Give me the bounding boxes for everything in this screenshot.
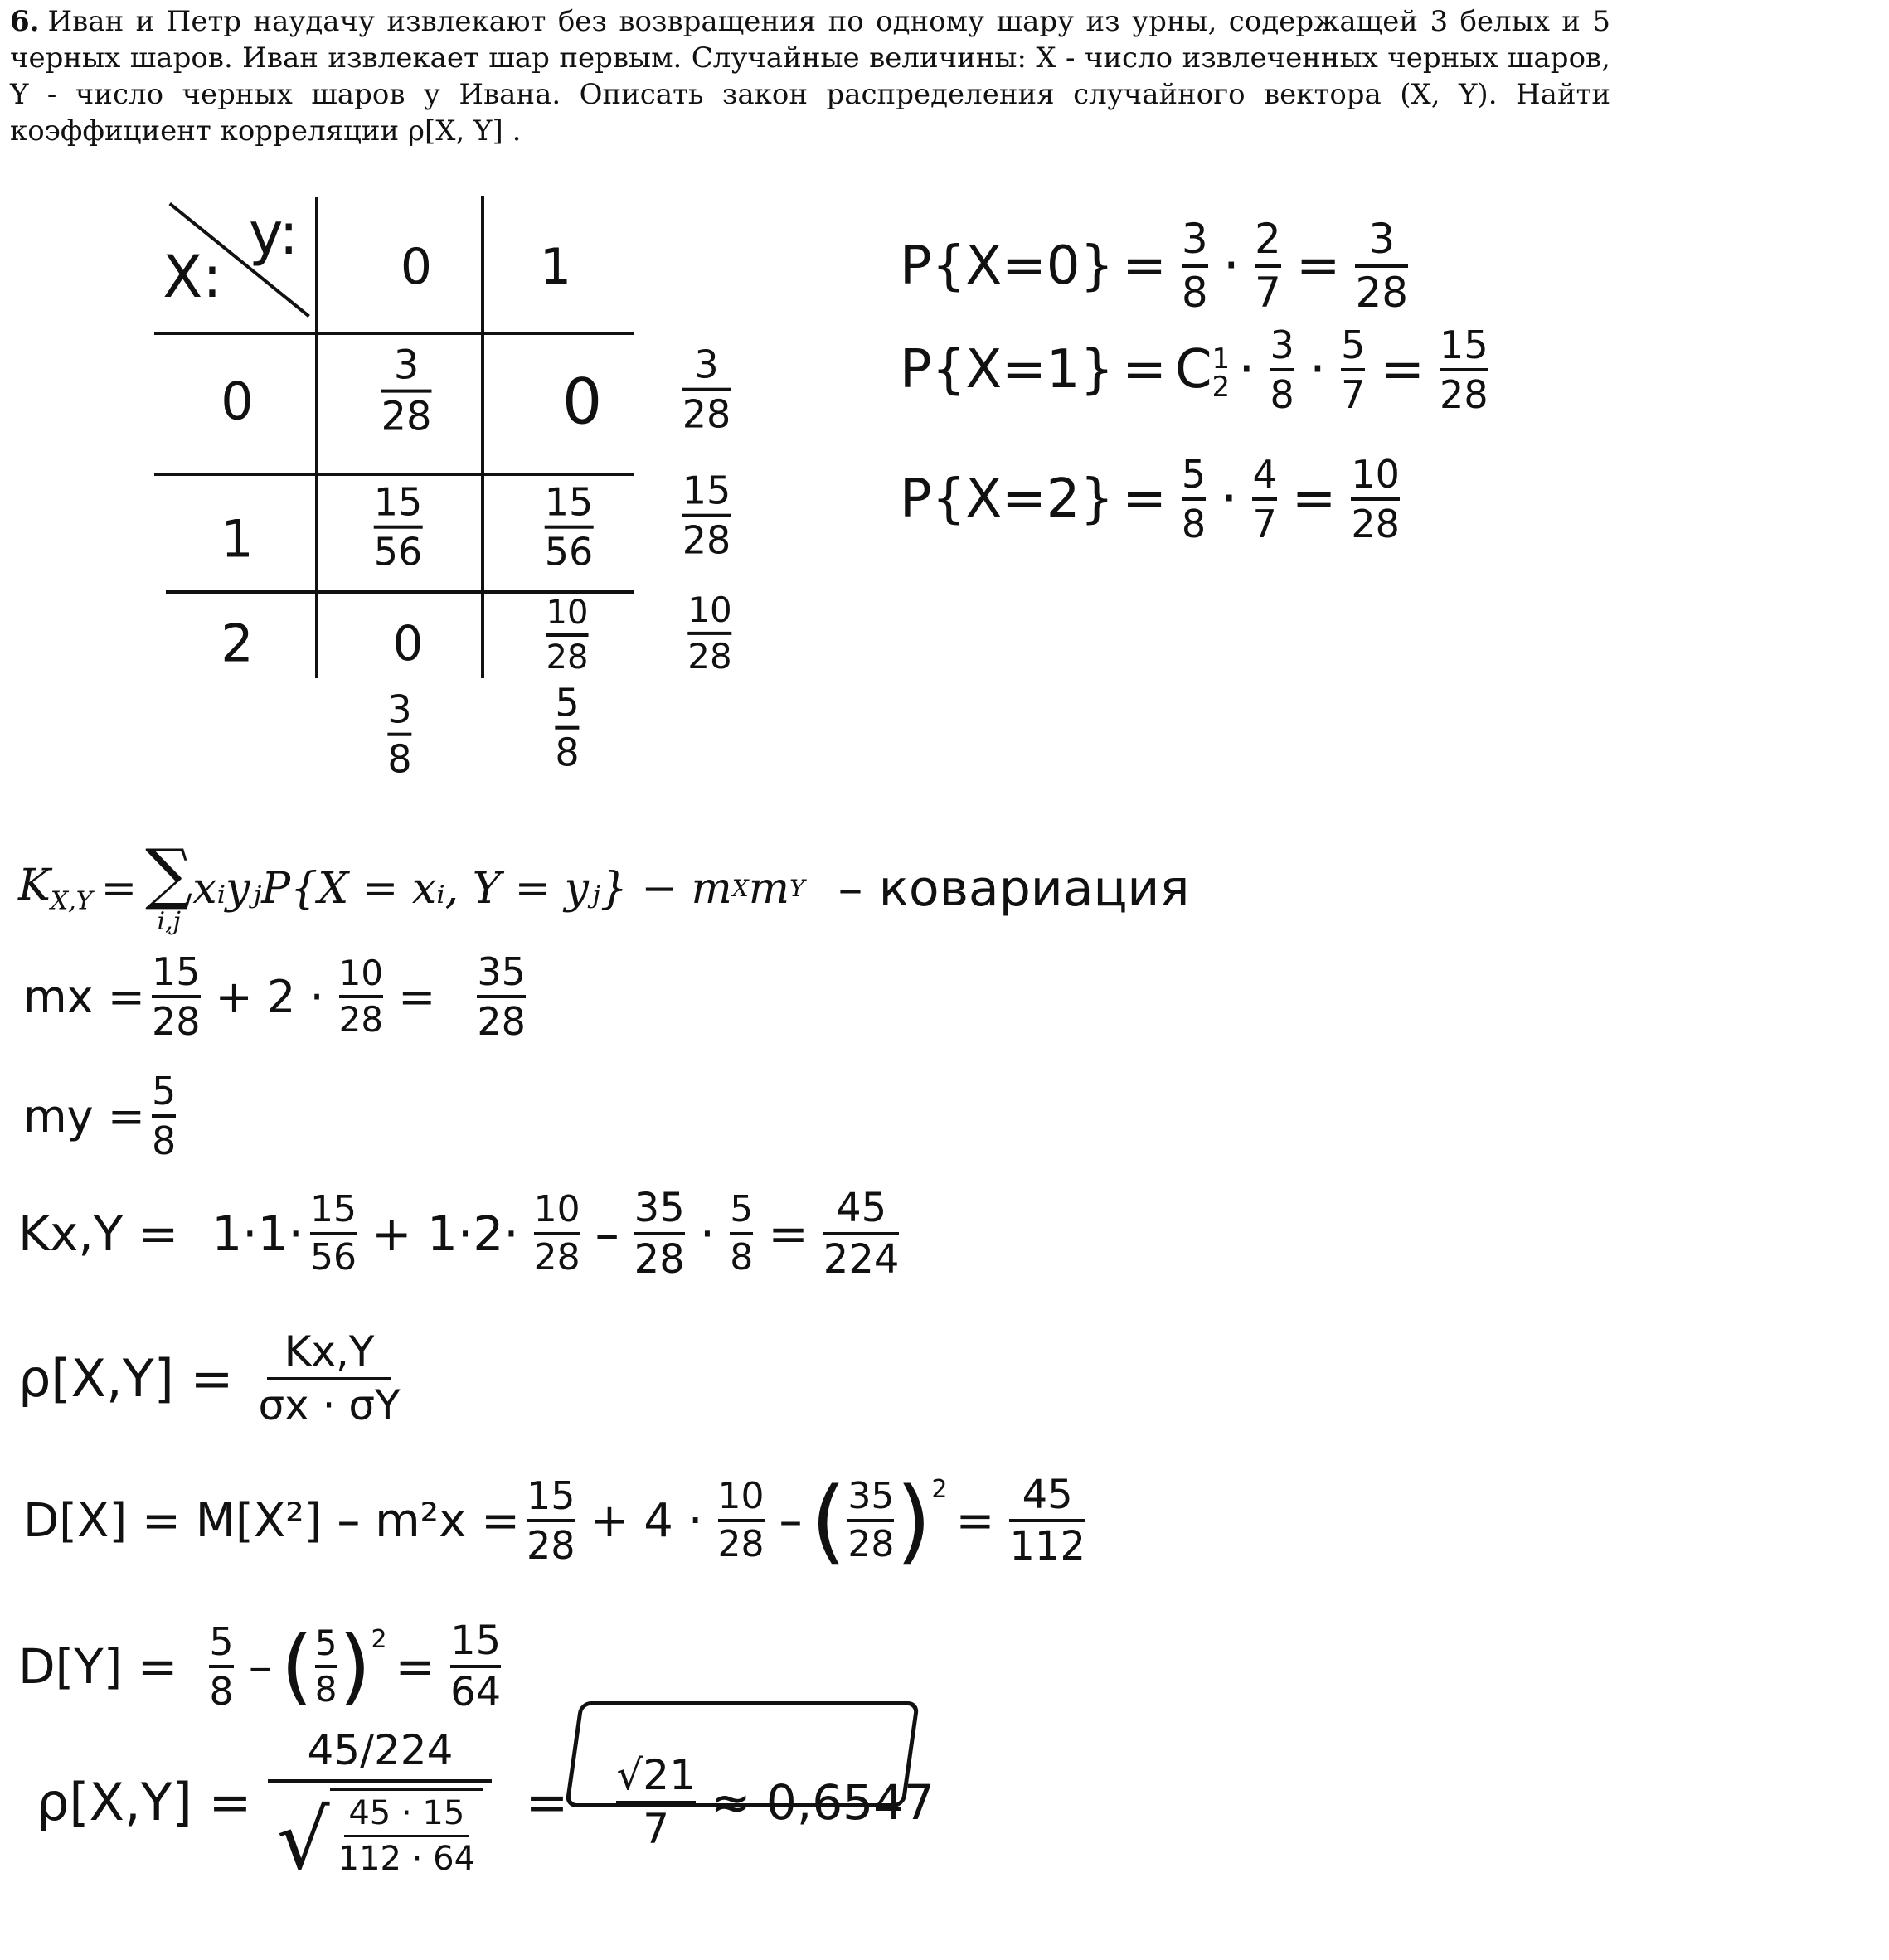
kxy-frac-4: $\frac{5}{8}$ <box>730 1188 754 1279</box>
dy-frac-1: $\frac{5}{8}$ <box>209 1619 234 1715</box>
table-hline-1 <box>154 332 634 335</box>
row-marginal-2: 10 28 <box>687 589 732 677</box>
dy-paren-group: ( $\frac{5}{8}$ ) $^2$ <box>280 1618 387 1715</box>
covariance-label: – ковариация <box>838 859 1190 918</box>
kxy-frac-1: $\frac{15}{56}$ <box>309 1188 357 1279</box>
dy-equation: D[Y] = $\frac{5}{8}$ – ( $\frac{5}{8}$ ) $^2$ = $\frac{15}{64}$ <box>18 1618 502 1716</box>
distribution-table <box>0 0 829 796</box>
row-marginal-0: 3 28 <box>682 342 731 437</box>
my-result: $\frac{5}{8}$ <box>151 1069 177 1164</box>
row-label-1: 1 <box>221 508 254 570</box>
row-label-2: 2 <box>221 613 254 674</box>
dx-frac-3: $\frac{35}{28}$ <box>847 1475 895 1566</box>
p0-frac-1: $\frac{3}{8}$ <box>1181 215 1208 317</box>
my-equation: my = $\frac{5}{8}$ <box>23 1069 177 1164</box>
dx-equation: D[X] = M[X²] – m²x = $\frac{15}{28}$ + 4 · $\frac{10}{28}$ – ( $\frac{35}{28}$ ) $^2$ = $\frac{45}{112}$ <box>23 1468 1085 1574</box>
mx-frac-2: $\frac{10}{28}$ <box>338 953 384 1041</box>
cell-0-1: 0 <box>561 364 603 439</box>
table-vline-2 <box>481 196 484 678</box>
prob-x2: P{X=2} = $\frac{5}{8}$ · $\frac{4}{7}$ = $\frac{10}{28}$ <box>900 452 1400 547</box>
rho-final-frac: 45/224 √ 45 · 15 112 · 64 <box>268 1726 492 1878</box>
rho-def-frac: $\frac{Kx,Y}{\sigma x \cdot \sigma Y}$ <box>258 1327 401 1429</box>
answer: $\frac{√21}{7}$ ≈ 0,6547 <box>616 1751 935 1853</box>
answer-box <box>565 1701 920 1807</box>
p1-frac-2: $\frac{5}{7}$ <box>1341 323 1366 418</box>
row-label-0: 0 <box>221 371 254 432</box>
dx-frac-1: $\frac{15}{28}$ <box>527 1473 575 1569</box>
cell-2-1: 10 28 <box>546 594 589 677</box>
col-marginal-0: 3 8 <box>387 686 412 782</box>
row-marginal-1: 15 28 <box>682 468 731 563</box>
sum-sign: ∑ i,j <box>145 835 193 936</box>
col-header-0: 0 <box>400 238 433 296</box>
dx-frac-2: $\frac{10}{28}$ <box>717 1475 765 1566</box>
p1-frac-1: $\frac{3}{8}$ <box>1270 323 1294 418</box>
problem-number: 6. <box>10 5 40 38</box>
cell-1-1: 15 56 <box>544 479 594 575</box>
dy-frac-2: $\frac{5}{8}$ <box>314 1623 337 1710</box>
kxy-equation: Kx,Y = 1·1· $\frac{15}{56}$ + 1·2· $\frac{10}{28}$ – $\frac{35}{28}$ · $\frac{5}{8}$ = $\frac{45}{224}$ <box>18 1185 900 1283</box>
col-marginal-1: 5 8 <box>555 680 580 775</box>
p2-frac-2: $\frac{4}{7}$ <box>1252 452 1277 547</box>
rho-definition: ρ[X,Y] = $\frac{Kx,Y}{\sigma x \cdot \sigma Y}$ <box>18 1327 401 1429</box>
dy-result: $\frac{15}{64}$ <box>450 1618 502 1716</box>
p0-result: $\frac{3}{28}$ <box>1355 215 1409 317</box>
p0-frac-2: $\frac{2}{7}$ <box>1255 215 1281 317</box>
p1-result: $\frac{15}{28}$ <box>1440 323 1488 418</box>
mx-equation: mx = $\frac{15}{28}$ + 2 · $\frac{10}{28}$ = $\frac{35}{28}$ <box>23 949 526 1045</box>
col-header-1: 1 <box>539 238 572 296</box>
dx-result: $\frac{45}{112}$ <box>1009 1472 1085 1570</box>
p2-result: $\frac{10}{28}$ <box>1351 452 1400 547</box>
kxy-frac-3: $\frac{35}{28}$ <box>634 1185 685 1283</box>
kxy-result: $\frac{45}{224}$ <box>823 1185 900 1283</box>
problem-text: Иван и Петр наудачу извлекают без возвращения по одному шару из урны, содержащей 3 белых и 5 черных шаров. Иван извлекает шар первым. Случайные величины: X - число извлеченных черных шаров, Y - число черных шаров у Ивана. Описать закон распределения случайного вектора (X, Y). Найти коэффициент корреляции ρ[X, Y] . <box>10 5 1610 148</box>
binomial-coefficient: C 1 2 <box>1174 339 1231 404</box>
table-x-label: X: <box>163 243 222 311</box>
table-vline-1 <box>315 197 318 678</box>
mx-frac-1: $\frac{15}{28}$ <box>151 949 201 1045</box>
prob-x0: P{X=0} = $\frac{3}{8}$ · $\frac{2}{7}$ = $\frac{3}{28}$ <box>900 215 1409 317</box>
kxy-frac-2: $\frac{10}{28}$ <box>533 1188 580 1279</box>
cell-1-0: 15 56 <box>373 479 423 575</box>
cov-K: $K_{X,Y}$ <box>18 861 93 916</box>
p2-frac-1: $\frac{5}{8}$ <box>1181 452 1207 547</box>
cell-2-0: 0 <box>392 615 424 672</box>
covariance-definition: $K_{X,Y}$ = ∑ i,j xᵢyⱼP{X = xᵢ, Y = yⱼ} − m X m Y – ковариация <box>18 835 1190 936</box>
mx-result: $\frac{35}{28}$ <box>477 949 526 1045</box>
prob-x1: P{X=1} = C 1 2 · $\frac{3}{8}$ · $\frac{5}{7}$ = $\frac{15}{28}$ <box>900 323 1488 418</box>
answer-frac: $\frac{√21}{7}$ <box>616 1751 696 1853</box>
table-hline-2 <box>154 473 634 476</box>
radical: √ 45 · 15 112 · 64 <box>277 1788 483 1878</box>
cell-0-0: 3 28 <box>381 342 432 440</box>
dx-paren-group: ( $\frac{35}{28}$ ) $^2$ <box>810 1468 948 1574</box>
rho-final-equation: ρ[X,Y] = 45/224 √ 45 · 15 112 · 64 = $\frac{√21}{7}$ ≈ 0,6547 <box>36 1726 935 1889</box>
table-y-label: y: <box>249 200 299 268</box>
